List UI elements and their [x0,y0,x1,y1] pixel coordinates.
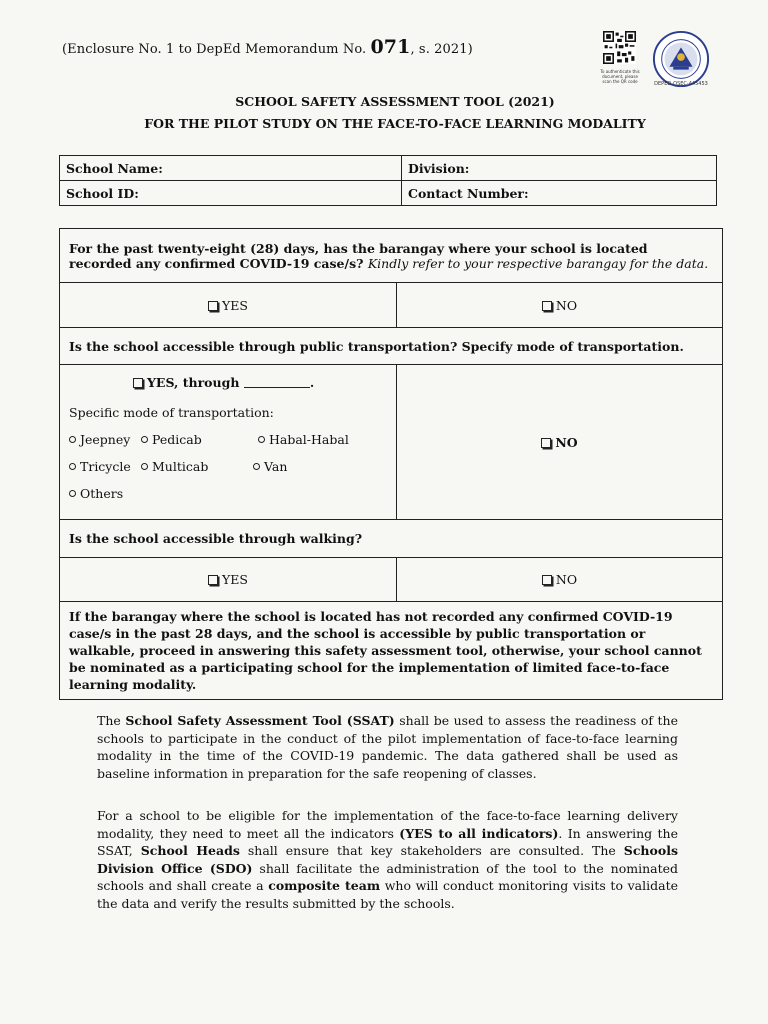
option-jeepney[interactable] [69,432,130,447]
option-multicab[interactable] [141,459,208,474]
document-code: DEPED-OSEC-445453 [654,81,708,87]
p1-text: shall be used to assess the readiness of the schools to participate in the conduct of the pilot implementation of face-to-face learning modality in the time of the COVID-19 pandemic. The data gathered shall be used as baseline information in preparation for the safe reopening of classes. [97,713,678,781]
school-name-label: School Name: [66,160,163,176]
specific-mode-label: Specific mode of transportation: [69,405,274,420]
contact-number-field[interactable] [402,181,717,206]
q3-yes-label: YES [222,572,248,587]
p2-text: shall facilitate the administration of the tool to the nominated schools and shall create a [97,860,679,893]
p2-bold: composite team [268,878,381,893]
checkbox-icon[interactable] [208,575,218,585]
q1-yes-option[interactable] [60,283,397,328]
q3-no-option[interactable] [397,558,723,602]
option-pedicab[interactable] [141,432,202,447]
q2-no-label: NO [555,434,578,450]
q3-no-label: NO [555,572,578,587]
radio-circle-icon[interactable] [253,463,260,470]
final-note-text: If the barangay where the school is located has not recorded any confirmed COVID-19 case/s in the past 28 days, and the school is accessible by public transportation or walkable, proceed in answering this safety assessment tool, otherwise, your school cannot be nominated as a participating school for the implementation of limited face-to-face learning modality. [69,609,702,692]
qr-code-icon [603,31,636,64]
q2-yes-end: . [309,375,315,390]
q2-yes-label: YES, through [147,375,240,390]
school-info-table [59,155,717,206]
option-label: Multicab [152,459,209,474]
option-label: Jeepney [80,432,131,447]
q1-no-label: NO [555,297,578,313]
q1-yes-label: YES [222,297,248,313]
radio-circle-icon[interactable] [141,463,148,470]
eligibility-paragraph [97,807,678,912]
q3-text: Is the school accessible through walking? [69,531,363,546]
radio-circle-icon[interactable] [258,436,265,443]
school-id-label: School ID: [66,185,139,201]
option-label: Van [264,459,288,474]
option-label: Others [80,486,124,501]
division-label: Division: [408,160,470,176]
checkbox-icon[interactable] [541,438,551,448]
checkbox-icon[interactable] [542,575,552,585]
radio-circle-icon[interactable] [69,490,76,497]
option-tricycle[interactable] [69,459,131,474]
radio-circle-icon[interactable] [141,436,148,443]
q1-no-option[interactable] [397,283,723,328]
radio-circle-icon[interactable] [69,436,76,443]
form-title: SCHOOL SAFETY ASSESSMENT TOOL (2021) [235,94,555,109]
eligibility-note [60,602,723,700]
option-van[interactable] [253,459,287,474]
q2-no-option[interactable] [397,365,723,520]
p2-bold: (YES to all indicators) [399,825,559,841]
ssat-description-paragraph [97,712,678,782]
transport-blank[interactable] [244,378,310,388]
question-covid-cases [60,229,723,283]
q2-yes-option[interactable] [60,365,397,520]
p2-bold: Schools Division Office (SDO) [97,843,678,876]
option-label: Pedicab [152,432,202,447]
contact-number-label: Contact Number: [408,185,529,201]
option-label: Tricycle [80,459,131,474]
memo-number: 071 [370,36,411,58]
q2-yes-line [133,375,314,390]
option-others[interactable] [69,486,123,501]
question-walking [60,520,723,558]
enclosure-line [62,36,473,58]
q2-text: Is the school accessible through public transportation? Specify mode of transportation. [69,338,684,354]
q3-yes-option[interactable] [60,558,397,602]
p2-text: For a school to be eligible for the implementation of the face-to-face learning delivery modality, they need to meet all the indicators [97,808,678,841]
screening-questions-table [59,228,723,700]
question-public-transport [60,328,723,365]
q1-text: For the past twenty-eight (28) days, has the barangay where your school is located recorded any confirmed COVID-19 case/s? [69,240,648,271]
p1-bold: School Safety Assessment Tool (SSAT) [125,713,395,728]
p2-text: who will conduct monitoring visits to validate the data and verify the results submitted by the schools. [97,878,679,911]
enclosure-suffix: , s. 2021) [410,42,473,57]
school-id-field[interactable] [60,181,402,206]
q1-note: Kindly refer to your respective barangay for the data. [367,255,709,271]
checkbox-icon[interactable] [542,301,552,311]
option-label: Habal-Habal [269,432,349,447]
radio-circle-icon[interactable] [69,463,76,470]
division-field[interactable] [402,156,717,181]
p2-text: . In answering the SSAT, [97,825,678,858]
qr-caption: To authenticate this document, please scan the QR code [600,69,640,84]
checkbox-icon[interactable] [133,378,143,388]
deped-seal-icon [652,30,710,88]
checkbox-icon[interactable] [208,301,218,311]
enclosure-prefix: (Enclosure No. 1 to DepEd Memorandum No. [62,42,367,57]
p1-text: The [97,713,126,728]
option-habal-habal[interactable] [258,432,349,447]
school-name-field[interactable] [60,156,402,181]
p2-text: shall ensure that key stakeholders are consulted. The [239,843,624,858]
p2-bold: School Heads [140,843,240,858]
form-subtitle: FOR THE PILOT STUDY ON THE FACE-TO-FACE LEARNING MODALITY [144,116,646,131]
